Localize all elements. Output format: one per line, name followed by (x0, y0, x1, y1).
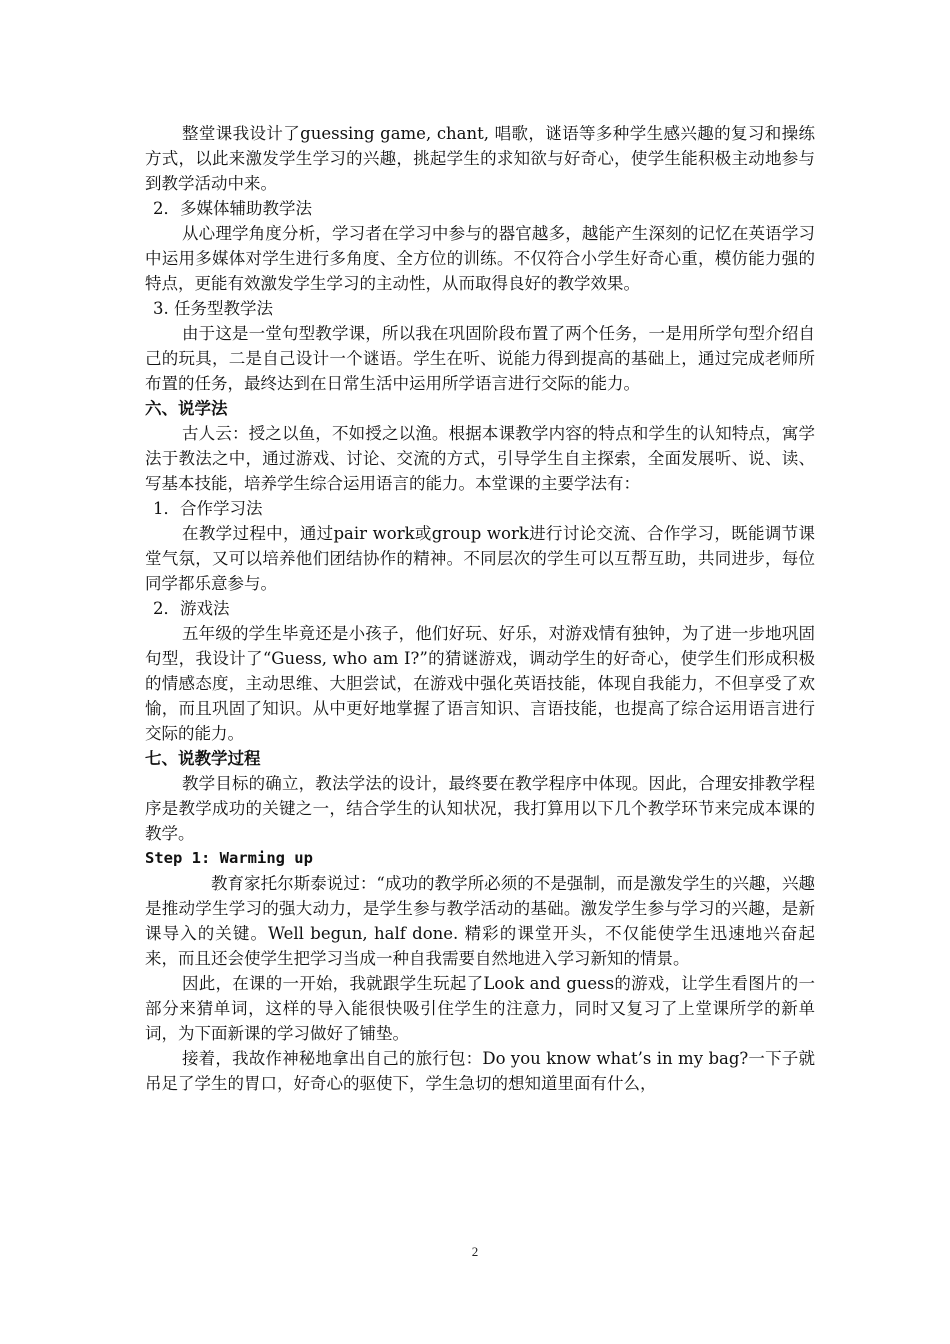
step-heading: Step 1: Warming up (145, 849, 313, 867)
subheading: 2．多媒体辅助教学法 (153, 199, 312, 218)
body-paragraph: 五年级的学生毕竟还是小孩子，他们好玩、好乐，对游戏情有独钟，为了进一步地巩固句型，我设计了“Guess, who am I?”的猜谜游戏，调动学生的好奇心，使学生们形成积极的情感态度，主动思维、大胆尝试，在游戏中强化英语技能，体现自我能力，不但享受了欢愉，而且巩固了知识。从中更好地掌握了语言知识、言语技能，也提高了综合运用语言进行交际的能力。 (145, 624, 815, 743)
subheading: 2．游戏法 (153, 599, 230, 618)
subheading: 3. 任务型教学法 (153, 299, 273, 318)
body-paragraph: 接着，我故作神秘地拿出自己的旅行包：Do you know what’s in my bag?一下子就吊足了学生的胃口，好奇心的驱使下，学生急切的想知道里面有什么， (145, 1049, 815, 1093)
body-paragraph: 在教学过程中，通过pair work或group work进行讨论交流、合作学习，既能调节课堂气氛，又可以培养他们团结协作的精神。不同层次的学生可以互帮互助，共同进步，每位同学都乐意参与。 (145, 524, 815, 593)
body-paragraph: 从心理学角度分析，学习者在学习中参与的器官越多，越能产生深刻的记忆在英语学习中运用多媒体对学生进行多角度、全方位的训练。不仅符合小学生好奇心重，模仿能力强的特点，更能有效激发学生学习的主动性，从而取得良好的教学效果。 (145, 224, 815, 293)
body-paragraph: 教育家托尔斯泰说过：“成功的教学所必须的不是强制，而是激发学生的兴趣，兴趣是推动学生学习的强大动力，是学生参与教学活动的基础。激发学生参与学习的兴趣，是新课导入的关键。Well begun, half done. 精彩的课堂开头，不仅能使学生迅速地兴奋起来，而且还会使学生把学习当成一种自我需要自然地进入学习新知的情景。 (145, 874, 815, 968)
body-paragraph: 整堂课我设计了guessing game, chant, 唱歌，谜语等多种学生感兴趣的复习和操练方式，以此来激发学生学习的兴趣，挑起学生的求知欲与好奇心，使学生能积极主动地参与到教学活动中来。 (145, 124, 815, 193)
section-heading: 七、说教学过程 (145, 749, 261, 768)
body-paragraph: 古人云：授之以鱼，不如授之以渔。根据本课教学内容的特点和学生的认知特点，寓学法于教法之中，通过游戏、讨论、交流的方式，引导学生自主探索，全面发展听、说、读、写基本技能，培养学生综合运用语言的能力。本堂课的主要学法有： (145, 424, 815, 493)
page-number: 2 (471, 1244, 479, 1259)
section-heading: 六、说学法 (145, 399, 228, 418)
document-page (145, 121, 815, 1096)
body-paragraph: 教学目标的确立，教法学法的设计，最终要在教学程序中体现。因此，合理安排教学程序是教学成功的关键之一，结合学生的认知状况，我打算用以下几个教学环节来完成本课的教学。 (145, 774, 815, 843)
body-paragraph: 因此，在课的一开始，我就跟学生玩起了Look and guess的游戏，让学生看图片的一部分来猜单词，这样的导入能很快吸引住学生的注意力，同时又复习了上堂课所学的新单词，为下面新课的学习做好了铺垫。 (145, 974, 815, 1043)
body-paragraph: 由于这是一堂句型教学课，所以我在巩固阶段布置了两个任务，一是用所学句型介绍自己的玩具，二是自己设计一个谜语。学生在听、说能力得到提高的基础上，通过完成老师所布置的任务，最终达到在日常生活中运用所学语言进行交际的能力。 (145, 324, 815, 393)
subheading: 1．合作学习法 (153, 499, 263, 518)
